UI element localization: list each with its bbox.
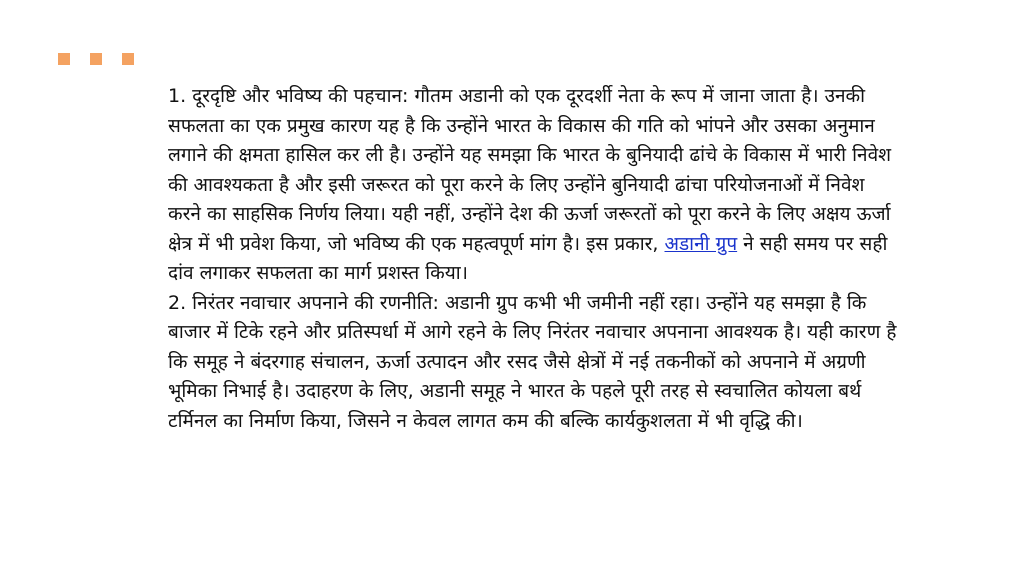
- square-dot-icon: [58, 53, 70, 65]
- paragraph-1: [168, 82, 898, 289]
- square-dot-icon: [122, 53, 134, 65]
- paragraph-1-text-start: 1. दूरदृष्टि और भविष्य की पहचान: गौतम अडानी को एक दूरदर्शी नेता के रूप में जाना जाता है। उनकी सफलता का एक प्रमुख कारण यह है कि उन्होंने भारत के विकास की गति को भांपने और उसका अनुमान लगाने की क्षमता हासिल कर ली है। उन्होंने यह समझा कि भारत के बुनियादी ढांचे के विकास में भारी निवेश की आवश्यकता है और इसी जरूरत को पूरा करने के लिए उन्होंने बुनियादी ढांचा परियोजनाओं में निवेश करने का साहसिक निर्णय लिया। यही नहीं, उन्होंने देश की ऊर्जा जरूरतों को पूरा करने के लिए अक्षय ऊर्जा क्षेत्र में भी प्रवेश किया, जो भविष्य की एक महत्वपूर्ण मांग है। इस प्रकार,: [168, 85, 892, 255]
- paragraph-2: 2. निरंतर नवाचार अपनाने की रणनीति: अडानी ग्रुप कभी भी जमीनी नहीं रहा। उन्होंने यह समझा है कि बाजार में टिके रहने और प्रतिस्पर्धा में आगे रहने के लिए निरंतर नवाचार अपनाना आवश्यक है। यही कारण है कि समूह ने बंदरगाह संचालन, ऊर्जा उत्पादन और रसद जैसे क्षेत्रों में नई तकनीकों को अपनाने में अग्रणी भूमिका निभाई है। उदाहरण के लिए, अडानी समूह ने भारत के पहले पूरी तरह से स्वचालित कोयला बर्थ टर्मिनल का निर्माण किया, जिसने न केवल लागत कम की बल्कि कार्यकुशलता में भी वृद्धि की।: [168, 291, 897, 432]
- article-body: [168, 82, 898, 436]
- paragraph-1-text-end: ने सही समय पर सही दांव लगाकर सफलता का मार्ग प्रशस्त किया।: [168, 232, 888, 284]
- decorative-dots: [58, 53, 134, 65]
- adani-group-link[interactable]: अडानी ग्रुप: [664, 232, 738, 255]
- square-dot-icon: [90, 53, 102, 65]
